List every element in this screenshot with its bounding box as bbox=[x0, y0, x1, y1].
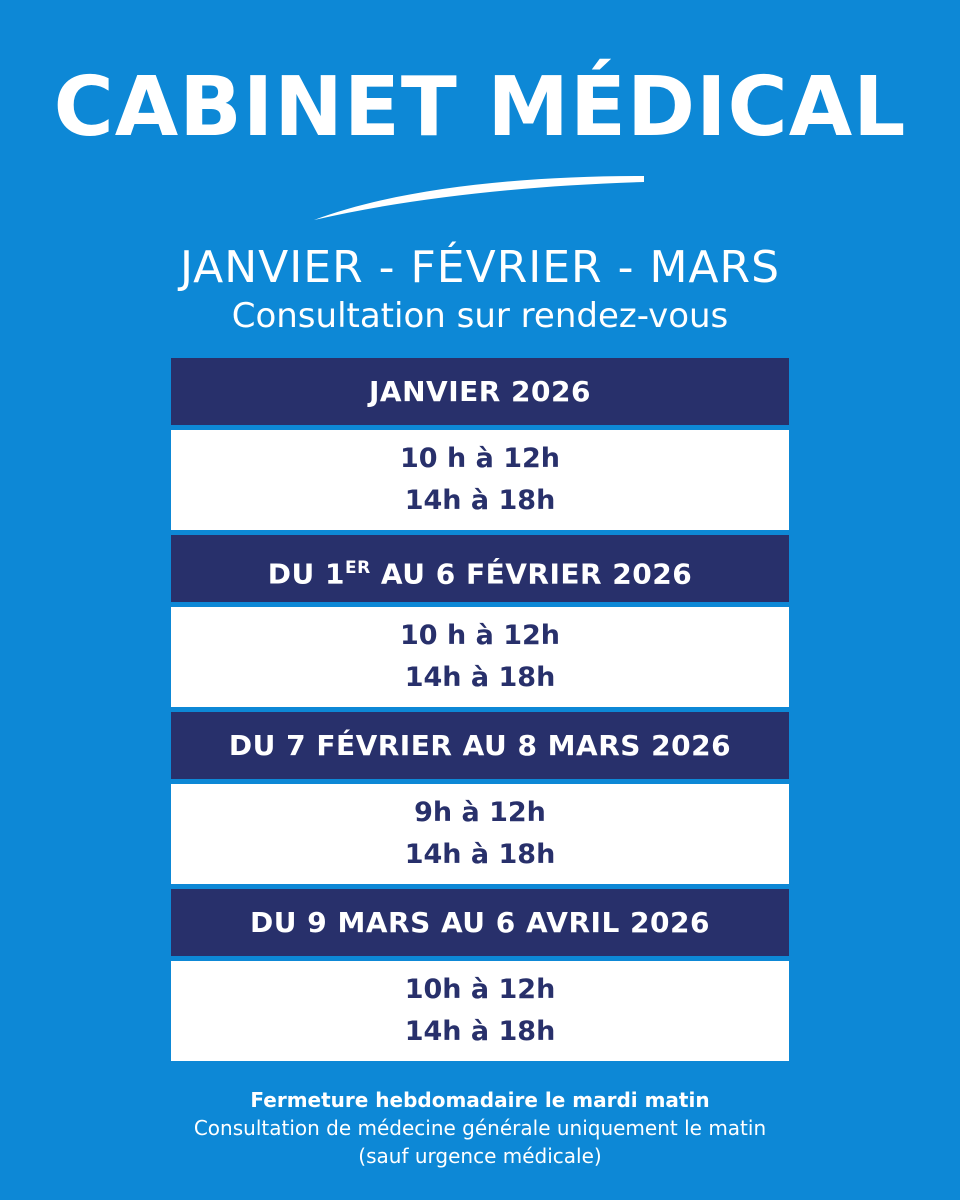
swoosh-decoration bbox=[310, 168, 650, 224]
period-header: DU 9 MARS AU 6 AVRIL 2026 bbox=[171, 889, 789, 956]
afternoon-hours: 14h à 18h bbox=[404, 839, 556, 870]
morning-hours: 10 h à 12h bbox=[399, 620, 560, 651]
period-hours bbox=[171, 430, 789, 530]
period-label-end: AU 6 FÉVRIER 2026 bbox=[370, 557, 693, 591]
schedule-table bbox=[171, 358, 789, 1066]
period-label-ordinal: ER bbox=[344, 558, 371, 578]
period-hours bbox=[171, 607, 789, 707]
period-march-april bbox=[171, 889, 789, 1061]
morning-hours: 9h à 12h bbox=[414, 797, 546, 828]
footer-notes bbox=[0, 1086, 960, 1170]
period-hours bbox=[171, 961, 789, 1061]
period-early-february bbox=[171, 535, 789, 707]
period-label-start: DU 1 bbox=[267, 557, 345, 591]
morning-hours: 10h à 12h bbox=[404, 974, 556, 1005]
morning-hours: 10 h à 12h bbox=[399, 443, 560, 474]
afternoon-hours: 14h à 18h bbox=[404, 1016, 556, 1047]
period-february-march bbox=[171, 712, 789, 884]
weekly-closing-note: Fermeture hebdomadaire le mardi matin bbox=[250, 1088, 710, 1112]
period-january bbox=[171, 358, 789, 530]
afternoon-hours: 14h à 18h bbox=[404, 485, 556, 516]
page-title: CABINET MÉDICAL bbox=[53, 60, 907, 155]
period-header bbox=[171, 535, 789, 602]
afternoon-hours: 14h à 18h bbox=[404, 662, 556, 693]
period-header: JANVIER 2026 bbox=[171, 358, 789, 425]
emergency-exception-note: (sauf urgence médicale) bbox=[358, 1144, 602, 1168]
consultation-note: Consultation de médecine générale uniquement le matin bbox=[193, 1116, 767, 1140]
months-heading: JANVIER - FÉVRIER - MARS bbox=[179, 242, 781, 293]
period-hours bbox=[171, 784, 789, 884]
period-header: DU 7 FÉVRIER AU 8 MARS 2026 bbox=[171, 712, 789, 779]
appointment-subtitle: Consultation sur rendez-vous bbox=[231, 296, 729, 336]
